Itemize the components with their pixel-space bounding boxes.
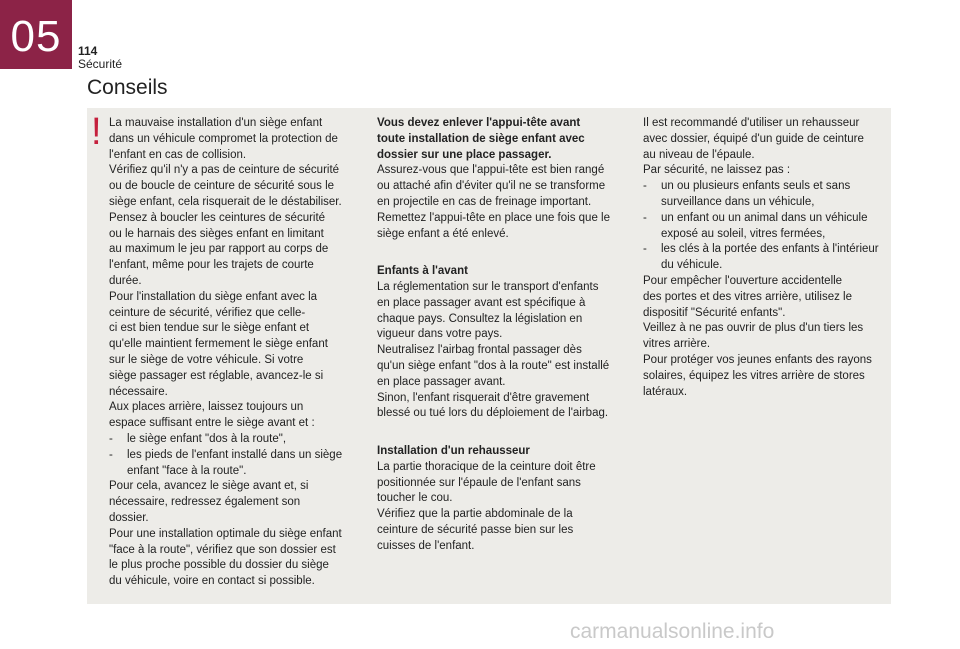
text-line: le plus proche possible du dossier du siège (109, 559, 329, 572)
column-1 (109, 116, 354, 590)
column-3 (643, 116, 888, 400)
text-line: siège enfant, cela risquerait de le déstabiliser. (109, 195, 342, 208)
bold-text-line: dossier sur une place passager. (377, 148, 552, 161)
text-line: dispositif "Sécurité enfants". (643, 306, 786, 319)
text-line: l'enfant, même pour les trajets de courte (109, 259, 314, 272)
text-line: ceinture de sécurité, vérifiez que celle- (109, 306, 306, 319)
text-line: qu'un siège enfant "dos à la route" est installé (377, 359, 610, 372)
text-line: ou de boucle de ceinture de sécurité sous le (109, 180, 335, 193)
text-line: au maximum le jeu par rapport au corps de (109, 243, 329, 256)
text-line: en projectile en cas de freinage important. (377, 195, 592, 208)
text-line: Pour protéger vos jeunes enfants des rayons (643, 353, 872, 366)
text-line: cuisses de l'enfant. (377, 539, 475, 552)
text-line: Par sécurité, ne laissez pas : (643, 164, 791, 177)
text-line: Il est recommandé d'utiliser un rehausseur (643, 117, 860, 129)
text-line: Vérifiez qu'il n'y a pas de ceinture de sécurité (109, 164, 340, 177)
dash-bullet: - (643, 180, 647, 193)
section-name: Sécurité (78, 57, 123, 71)
text-line: vitres arrière. (643, 338, 711, 351)
booster-heading: Installation d'un rehausseur (377, 444, 530, 457)
bold-text-line: toute installation de siège enfant avec (377, 132, 585, 145)
text-line: siège passager est réglable, avancez-le si (109, 369, 324, 382)
text-line: sur le siège de votre véhicule. Si votre (109, 353, 304, 366)
text-line: ou le harnais des sièges enfant en limitant (109, 227, 324, 240)
list-item (109, 448, 354, 480)
text-line: des portes et des vitres arrière, utilisez le (643, 290, 853, 303)
dash-bullet: - (643, 243, 647, 256)
page-number: 114 (78, 44, 98, 58)
text-line: Neutralisez l'airbag frontal passager dès (377, 344, 582, 357)
list-item-text: le siège enfant "dos à la route", (127, 432, 287, 445)
text-line: Pour cela, avancez le siège avant et, si (109, 480, 309, 493)
text-line: Sinon, l'enfant risquerait d'être gravement (377, 391, 590, 404)
list-item-text: les clés à la portée des enfants à l'intérieur du véhicule. (661, 243, 879, 272)
list-item-text: un ou plusieurs enfants seuls et sans surveillance dans un véhicule, (661, 180, 851, 208)
text-line: Pour empêcher l'ouverture accidentelle (643, 274, 843, 287)
list-item (109, 432, 354, 448)
text-line: La mauvaise installation d'un siège enfant (109, 117, 323, 129)
text-line: latéraux. (643, 385, 688, 398)
text-line: au niveau de l'épaule. (643, 148, 755, 161)
text-line: durée. (109, 274, 142, 287)
text-line: vigueur dans votre pays. (377, 328, 503, 341)
text-line: "face à la route", vérifiez que son dossier est (109, 543, 336, 556)
text-line: ceinture de sécurité passe bien sur les (377, 523, 574, 536)
text-line: Pour l'installation du siège enfant avec la (109, 290, 318, 303)
text-line: siège enfant a été enlevé. (377, 227, 509, 240)
list-item (643, 242, 888, 274)
text-line: qu'elle maintient fermement le siège enfant (109, 338, 328, 351)
list-item-text: les pieds de l'enfant installé dans un siège enfant "face à la route". (127, 448, 343, 477)
text-line: positionnée sur l'épaule de l'enfant sans (377, 476, 581, 489)
text-line: Assurez-vous que l'appui-tête est bien rangé (377, 164, 605, 177)
text-line: chaque pays. Consultez la législation en (377, 312, 583, 325)
text-line: espace suffisant entre le siège avant et : (109, 417, 315, 430)
text-line: La réglementation sur le transport d'enfants (377, 280, 599, 293)
text-line: du véhicule, voire en contact si possible. (109, 575, 315, 588)
list-item (643, 179, 888, 211)
bold-text-line: Vous devez enlever l'appui-tête avant (377, 117, 581, 129)
text-line: toucher le cou. (377, 492, 453, 505)
column-2 (377, 116, 622, 555)
dash-bullet: - (109, 448, 113, 461)
text-line: Remettez l'appui-tête en place une fois que le (377, 211, 610, 224)
text-line: solaires, équipez les vitres arrière de stores (643, 369, 865, 382)
text-line: blessé ou tué lors du déploiement de l'airbag. (377, 407, 609, 420)
text-line: Aux places arrière, laissez toujours un (109, 401, 304, 414)
text-line: l'enfant en cas de collision. (109, 148, 247, 161)
text-line: en place passager avant est spécifique à (377, 296, 586, 309)
watermark: carmanualsonline.info (570, 620, 775, 643)
text-line: en place passager avant. (377, 375, 506, 388)
text-line: nécessaire, redressez également son (109, 496, 301, 509)
dash-bullet: - (643, 211, 647, 224)
text-line: dossier. (109, 511, 149, 524)
chapter-number: 05 (10, 12, 62, 61)
dash-bullet: - (109, 432, 113, 445)
text-line: Pour une installation optimale du siège enfant (109, 527, 342, 540)
warning-icon: ! (91, 111, 102, 153)
text-line: avec dossier, équipé d'un guide de ceinture (643, 132, 864, 145)
list-item (643, 211, 888, 243)
page-title: Conseils (87, 76, 168, 99)
text-line: nécessaire. (109, 385, 168, 398)
text-line: La partie thoracique de la ceinture doit être (377, 460, 596, 473)
text-line: Vérifiez que la partie abdominale de la (377, 508, 573, 521)
text-line: dans un véhicule compromet la protection de (109, 132, 338, 145)
text-line: Veillez à ne pas ouvrir de plus d'un tiers les (643, 322, 864, 335)
front-children-heading: Enfants à l'avant (377, 265, 468, 278)
text-line: ci est bien tendue sur le siège enfant et (109, 322, 310, 335)
list-item-text: un enfant ou un animal dans un véhicule exposé au soleil, vitres fermées, (661, 211, 868, 240)
text-line: Pensez à boucler les ceintures de sécurité (109, 211, 326, 224)
text-line: ou attaché afin d'éviter qu'il ne se transforme (377, 180, 606, 193)
